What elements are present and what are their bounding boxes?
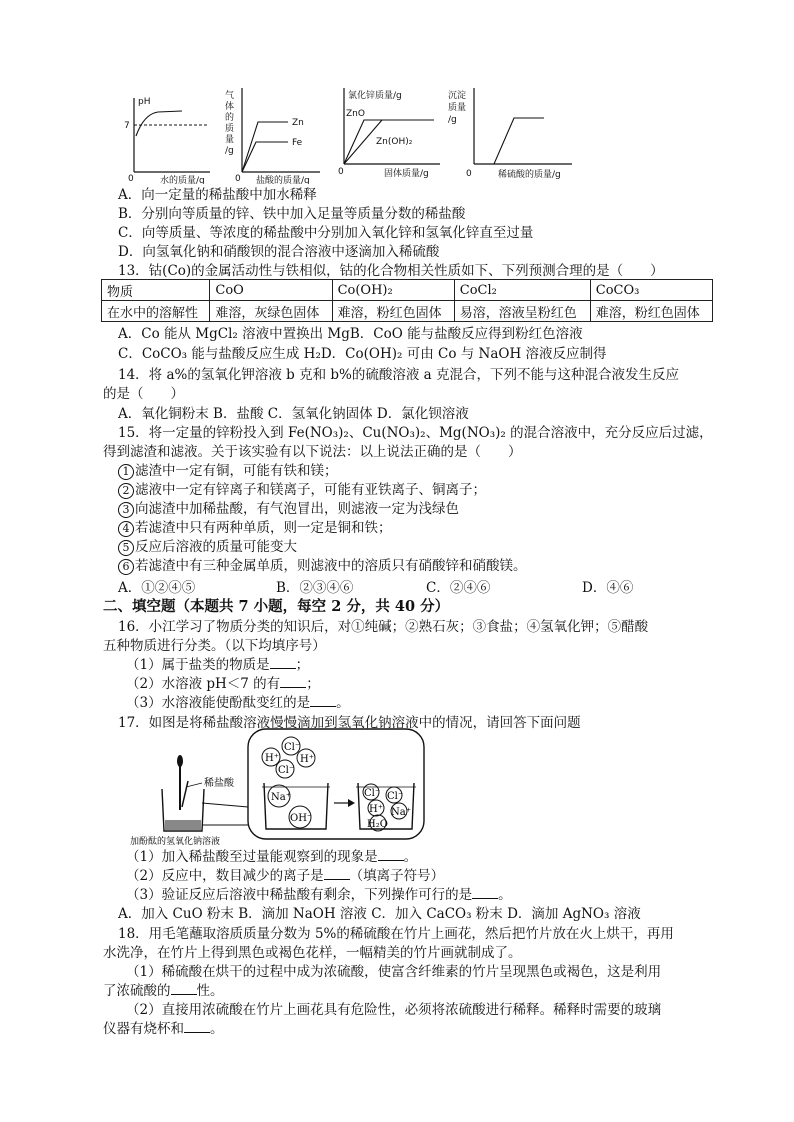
svg-text:Cl⁻: Cl⁻ xyxy=(387,791,404,802)
q15-statement-2: 2 滤液中一定有锌离子和镁离子，可能有亚铁离子、铜离子； xyxy=(118,481,486,500)
graph-d xyxy=(446,84,576,184)
svg-text:Cl⁻: Cl⁻ xyxy=(278,765,295,776)
svg-text:H⁺: H⁺ xyxy=(265,753,279,764)
q12-option-b: B．分别向等质量的锌、铁中加入足量等质量分数的稀盐酸 xyxy=(118,206,466,222)
table-header: CoCl₂ xyxy=(454,280,590,301)
svg-text:H₂O: H₂O xyxy=(367,819,388,830)
q15-statement-3: 3 向滤渣中加稀盐酸，有气泡冒出，则滤液一定为浅绿色 xyxy=(118,500,459,519)
svg-text:气: 气 xyxy=(225,91,235,101)
q13-property-table xyxy=(101,279,713,322)
svg-text:质: 质 xyxy=(225,124,235,134)
section-title: 二、填空题（本题共 7 小题，每空 2 分，共 40 分） xyxy=(103,598,450,615)
q17-part-3: （3）验证反应后溶液中稀盐酸有剩余，下列操作可行的是 。 xyxy=(126,887,512,903)
q18-part-1a: （1）稀硫酸在烘干的过程中成为浓硫酸，使富含纤维素的竹片呈现黑色或褐色，这是利用 xyxy=(126,964,662,980)
q17-diagram xyxy=(128,725,428,847)
q15-statement-1: 1 滤渣中一定有铜，可能有铁和镁； xyxy=(118,462,338,481)
q18-part-1b: 了浓硫酸的 性。 xyxy=(103,983,224,999)
graph-c-ylabel: 氯化锌质量/g xyxy=(348,91,402,101)
label-dilute-hcl: 稀盐酸 xyxy=(204,778,234,789)
q15-statement-4: 4 若滤渣中只有两种单质，则一定是铜和铁； xyxy=(118,519,392,538)
q15-statement-5: 5 反应后溶液的质量可能变大 xyxy=(118,538,297,557)
svg-text:Na⁺: Na⁺ xyxy=(271,792,291,803)
table-cell: 易溶，溶液呈粉红色 xyxy=(454,301,590,322)
q18-part-2a: （2）直接用浓硫酸在竹片上画花具有危险性，必须将浓硫酸进行稀释。稀释时需要的玻璃 xyxy=(126,1002,662,1018)
graph-d-xlabel: 稀硫酸的质量/g xyxy=(498,170,561,180)
table-header: CoO xyxy=(210,280,332,301)
svg-text:的: 的 xyxy=(225,113,235,123)
q17-part-2: （2）反应中，数目减少的离子是 （填离子符号） xyxy=(126,868,445,884)
q15-option-b: B．②③④⑥ xyxy=(276,580,354,596)
svg-text:OH⁻: OH⁻ xyxy=(290,813,313,824)
table-cell: 难溶，粉红色固体 xyxy=(332,301,454,322)
q17-part-1: （1）加入稀盐酸至过量能观察到的现象是 。 xyxy=(126,849,418,865)
q18-stem-2: 水洗净，在竹片上得到黑色或褐色花样，一幅精美的竹片画就制成了。 xyxy=(103,945,522,961)
q12-option-a: A．向一定量的稀盐酸中加水稀释 xyxy=(118,187,317,203)
q15-statement-6: 6 若滤渣中有三种金属单质，则滤液中的溶质只有硝酸锌和硝酸镁。 xyxy=(118,557,527,576)
table-header: Co(OH)₂ xyxy=(332,280,454,301)
table-cell: 难溶，粉红色固体 xyxy=(590,301,712,322)
table-header: 物质 xyxy=(102,280,210,301)
q17-stem: 17．如图是将稀盐酸溶液慢慢滴加到氢氧化钠溶液中的情况，请回答下面问题 xyxy=(118,715,581,731)
q12-option-c: C．向等质量、等浓度的稀盐酸中分别加入氧化锌和氢氧化锌直至过量 xyxy=(118,225,534,241)
graph-c xyxy=(336,84,446,184)
q13-options-cd: C．CoCO₃ 能与盐酸反应生成 H₂D．Co(OH)₂ 可由 Co 与 NaOH 溶液反应制得 xyxy=(118,346,607,362)
svg-text:H⁺: H⁺ xyxy=(300,754,314,765)
svg-text:/g: /g xyxy=(225,146,234,156)
table-header: CoCO₃ xyxy=(590,280,712,301)
svg-text:H⁺: H⁺ xyxy=(369,804,383,815)
q18-part-2b: 仪器有烧杯和 。 xyxy=(103,1021,224,1037)
q14-stem-1: 14．将 a%的氢氧化钾溶液 b 克和 b%的硫酸溶液 a 克混合，下列不能与这种混合液发生反应 xyxy=(118,367,679,383)
q16-stem-1: 16．小江学习了物质分类的知识后，对①纯碱；②熟石灰；③食盐；④氢氧化钾；⑤醋酸 xyxy=(118,619,649,635)
graph-b-fe: Fe xyxy=(292,138,303,148)
graph-a-ylabel: pH xyxy=(138,97,151,107)
svg-text:沉淀: 沉淀 xyxy=(448,91,467,101)
svg-text:0: 0 xyxy=(338,167,344,177)
svg-text:0: 0 xyxy=(235,174,241,184)
q15-stem-1: 15．将一定量的锌粉投入到 Fe(NO₃)₂、Cu(NO₃)₂、Mg(NO₃)₂ 的混合溶液中，充分反应后过滤， xyxy=(118,425,713,441)
table-cell: 难溶，灰绿色固体 xyxy=(210,301,332,322)
svg-text:Na⁺: Na⁺ xyxy=(391,807,411,818)
q17-options: A．加入 CuO 粉末 B．滴加 NaOH 溶液 C．加入 CaCO₃ 粉末 D．滴加 AgNO₃ 溶液 xyxy=(118,906,641,922)
svg-text:/g: /g xyxy=(448,115,457,125)
graph-a xyxy=(122,92,212,184)
q14-options: A．氧化铜粉末 B．盐酸 C．氢氧化钠固体 D．氯化钡溶液 xyxy=(118,406,469,422)
q16-part-1: （1）属于盐类的物质是 ； xyxy=(126,657,310,673)
graph-c-zno: ZnO xyxy=(346,109,365,119)
q14-stem-2: 的是（ ） xyxy=(103,386,184,402)
label-naoh-solution: 加酚酞的氢氧化钠溶液 xyxy=(130,837,221,847)
q16-part-3: （3）水溶液能使酚酞变红的是 。 xyxy=(126,695,350,711)
graph-c-znoh: Zn(OH)₂ xyxy=(376,137,413,147)
svg-text:体: 体 xyxy=(225,102,235,112)
graph-b-xlabel: 盐酸的质量/g xyxy=(256,176,310,184)
q13-options-ab: A．Co 能从 MgCl₂ 溶液中置换出 MgB．CoO 能与盐酸反应得到粉红色溶液 xyxy=(118,326,583,342)
svg-text:Cl⁻: Cl⁻ xyxy=(364,788,381,799)
q13-stem: 13．钴(Co)的金属活动性与铁相似，钴的化合物相关性质如下、下列预测合理的是（ ） xyxy=(118,263,664,279)
graph-b xyxy=(222,84,322,184)
graph-c-xlabel: 固体质量/g xyxy=(384,169,429,179)
q15-option-c: C．②④⑥ xyxy=(426,580,491,596)
q15-stem-2: 得到滤渣和滤液。关于该实验有以下说法：以上说法正确的是（ ） xyxy=(103,444,522,460)
graph-a-seven: 7 xyxy=(124,121,130,131)
svg-text:0: 0 xyxy=(466,169,472,179)
q15-option-a: A．①②④⑤ xyxy=(118,580,196,596)
q16-stem-2: 五种物质进行分类。（以下均填序号） xyxy=(103,638,326,654)
graph-b-zn: Zn xyxy=(292,118,304,128)
q12-option-d: D．向氢氧化钠和硝酸钡的混合溶液中逐滴加入稀硫酸 xyxy=(118,244,440,260)
svg-text:Cl⁻: Cl⁻ xyxy=(284,742,301,753)
svg-text:0: 0 xyxy=(128,174,134,184)
svg-text:质量: 质量 xyxy=(448,103,467,113)
q15-option-d: D．④⑥ xyxy=(582,580,634,596)
table-cell: 在水中的溶解性 xyxy=(102,301,210,322)
q16-part-2: （2）水溶液 pH＜7 的有 ； xyxy=(126,676,320,692)
graph-a-xlabel: 水的质量/g xyxy=(160,176,205,184)
svg-text:量: 量 xyxy=(225,135,235,145)
q18-stem-1: 18．用毛笔蘸取溶质质量分数为 5%的稀硫酸在竹片上画花，然后把竹片放在火上烘干，再用 xyxy=(118,926,674,942)
